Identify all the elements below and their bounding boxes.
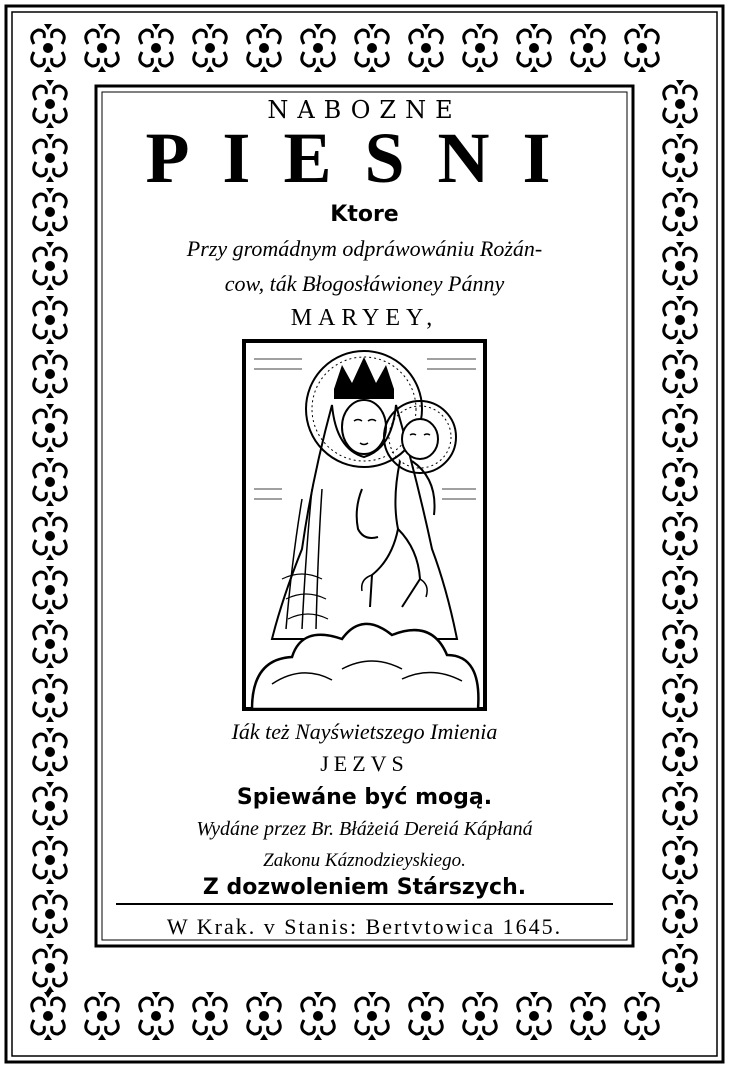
title-line-piesni: PIESNI	[145, 118, 584, 198]
title-line-maryey: MARYEY,	[290, 305, 439, 331]
title-line-nabozne: NABOZNE	[267, 96, 462, 124]
imprint-line: W Krak. v Stanis: Bertvtowica 1645.	[166, 914, 563, 939]
title-line-panny: cow, ták Błogosłáwioney Pánny	[224, 271, 505, 296]
title-line-imienia: Iák też Nayświetszego Imienia	[231, 719, 498, 744]
title-line-ktore: Ktore	[330, 202, 399, 227]
title-line-zakonu: Zakonu Káznodzieyskiego.	[263, 850, 466, 871]
title-line-spiewane: Spiewáne być mogą.	[236, 785, 493, 810]
title-line-dozwoleniem: Z dozwoleniem Stárszych.	[202, 875, 527, 900]
title-line-rozancow: Przy gromádnym odpráwowániu Rożán-	[186, 236, 543, 261]
imprint-divider	[116, 903, 613, 905]
madonna-and-child-woodcut-icon	[242, 339, 487, 711]
title-line-wydane: Wydáne przez Br. Błáżeiá Dereiá Kápłaná	[196, 818, 533, 840]
title-line-jezus: JEZVS	[320, 751, 409, 776]
